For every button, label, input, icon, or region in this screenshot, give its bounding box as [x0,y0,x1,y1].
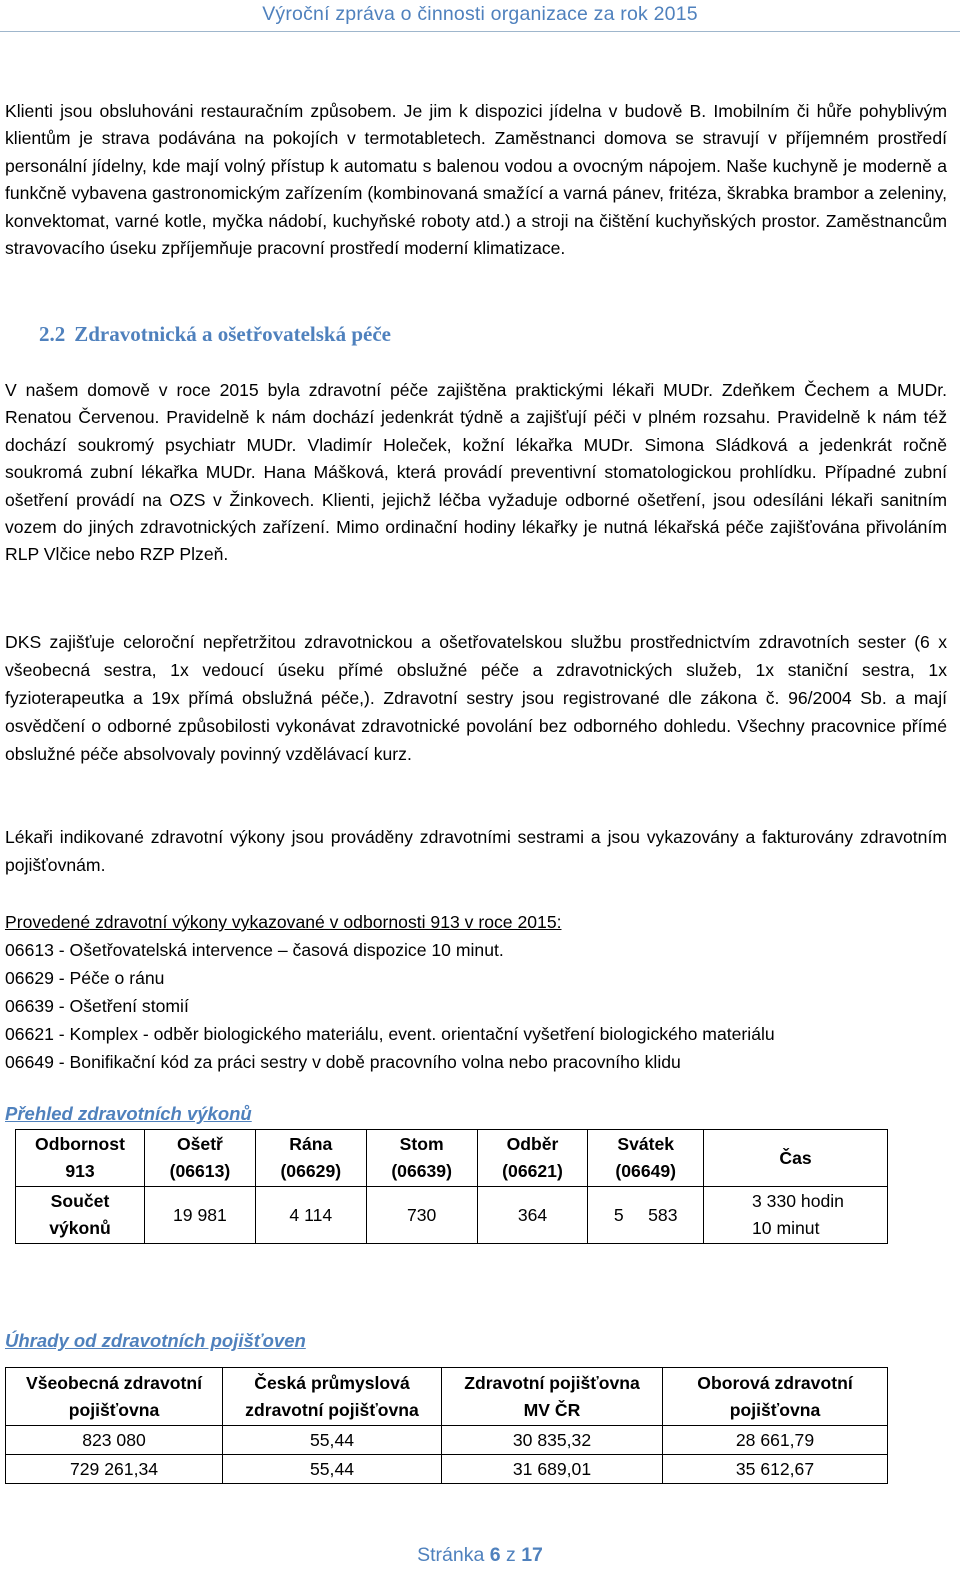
table-cell: Všeobecná zdravotní pojišťovna [6,1368,223,1426]
table-cell: 823 080 [6,1426,223,1455]
page-footer [0,1544,960,1567]
paragraph-text: DKS zajišťuje celoroční nepřetržitou zdravotnickou a ošetřovatelskou službu prostřednictvím zdravotních sester (6 x všeobecná sestra, 1x vedoucí úseku přímé obslužné péče a zdravotnických služeb, 1x staniční sestra, 1x fyzioterapeutka a 19x přímá obslužná péče,). Zdravotní sestry jsou registrované dle zákona č. 96/2004 Sb. a mají osvědčení o odborné způsobilosti vykonávat zdravotnické povolání bez odborného dohledu. Všechny pracovnice přímé obslužné péče absolvovaly povinný vzdělávací kurz. [5,632,947,764]
table-cell: Rána (06629) [255,1130,366,1187]
procedure-item: 06621 - Komplex - odběr biologického materiálu, event. orientační vyšetření biologického materiálu [5,1023,775,1044]
intro-paragraph [5,98,947,262]
table-row [6,1455,888,1484]
table-row [6,1426,888,1455]
table-cell: Odbornost 913 [16,1130,145,1187]
table-cell: 35 612,67 [663,1455,888,1484]
table-cell: 5 583 [588,1187,704,1244]
table-cell: Stom (06639) [366,1130,477,1187]
table-cell: Odběr (06621) [477,1130,588,1187]
procedure-item: 06639 - Ošetření stomií [5,995,189,1016]
page-number: 6 [489,1544,501,1566]
table-cell: Součet výkonů [16,1187,145,1244]
table-cell: 730 [366,1187,477,1244]
paragraph-text: V našem domově v roce 2015 byla zdravotní péče zajištěna praktickými lékaři MUDr. Zdeňkem Čechem a MUDr. Renatou Červenou. Pravidelně k nám dochází jedenkrát týdně a zajišťují péči v plném rozsahu. Pravidelně k nám též dochází soukromý psychiatr MUDr. Vladimír Holeček, kožní lékařka MUDr. Simona Sládková a jedenkrát ročně soukromá zubní lékařka MUDr. Hana Mášková, která provádí preventivní stomatologickou prohlídku. Případné zubní ošetření provádí na OZS v Žinkovech. Klienti, jejichž léčba vyžaduje odborné ošetření, jsou odesíláni lékaři sanitním vozem do jiných zdravotnických zařízení. Mimo ordinační hodiny lékařky je nutná lékařská péče zajišťována přivoláním RLP Vlčice nebo RZP Plzeň. [5,380,947,565]
intro-text: Klienti jsou obsluhováni restauračním způsobem. Je jim k dispozici jídelna v budově B. Imobilním či hůře pohyblivým klientům je strava podávána na pokojích v termotabletech. Zaměstnanci domova se stravují v příjemném prostředí personální jídelny, kde mají volný přístup k automatu s balenou vodou a ovocným nápojem. Naše kuchyně je moderně a funkčně vybavena gastronomickým zařízením (kombinovaná smažící a varná pánev, fritéza, škrabka brambor a zeleniny, konvektomat, varné kotle, myčka nádobí, kuchyňské roboty atd.) a stroji na čištění kuchyňských prostor. Zaměstnancům stravovacího úseku zpříjemňuje pracovní prostředí moderní klimatizace. [5,101,947,259]
table-cell: 19 981 [145,1187,256,1244]
paragraph-text: Lékaři indikované zdravotní výkony jsou prováděny zdravotními sestrami a jsou vykazovány a fakturovány zdravotním pojišťovnám. [5,827,947,875]
table-cell: Česká průmyslová zdravotní pojišťovna [223,1368,442,1426]
procedure-item: 06629 - Péče o ránu [5,967,165,988]
table-row [16,1187,888,1244]
table-cell: 364 [477,1187,588,1244]
page-label: Stránka [417,1544,485,1566]
table-cell: 729 261,34 [6,1455,223,1484]
table-cell: 30 835,32 [442,1426,663,1455]
performance-title: Přehled zdravotních výkonů [5,1103,252,1124]
procedure-item: 06613 - Ošetřovatelská intervence – časová dispozice 10 minut. [5,939,504,960]
table-cell: Svátek (06649) [588,1130,704,1187]
procedures-list [5,909,947,1076]
table-cell: Oborová zdravotní pojišťovna [663,1368,888,1426]
procedures-heading: Provedené zdravotní výkony vykazované v odbornosti 913 v roce 2015: [5,912,562,932]
table-cell: 55,44 [223,1426,442,1455]
table-row [6,1368,888,1426]
payments-title: Úhrady od zdravotních pojišťoven [5,1330,306,1351]
performance-table [15,1129,888,1244]
payments-table [5,1367,888,1484]
table-cell: Zdravotní pojišťovna MV ČR [442,1368,663,1426]
paragraph-doctors [5,377,947,569]
section-number: 2.2 [39,322,66,346]
section-heading [39,322,391,347]
table-cell: 3 330 hodin 10 minut [704,1187,888,1244]
page-header [0,0,960,32]
table-cell: 4 114 [255,1187,366,1244]
page-of: z [506,1544,516,1566]
table-row [16,1130,888,1187]
table-cell: Ošetř (06613) [145,1130,256,1187]
paragraph-nurses [5,629,947,769]
paragraph-billing [5,824,947,880]
table-cell: 28 661,79 [663,1426,888,1455]
section-title: Zdravotnická a ošetřovatelská péče [74,322,391,346]
table-cell: 31 689,01 [442,1455,663,1484]
table-cell: 55,44 [223,1455,442,1484]
page-total: 17 [521,1544,543,1566]
procedure-item: 06649 - Bonifikační kód za práci sestry v době pracovního volna nebo pracovního klidu [5,1051,681,1072]
document-title: Výroční zpráva o činnosti organizace za rok 2015 [262,3,698,25]
table-cell: Čas [704,1130,888,1187]
